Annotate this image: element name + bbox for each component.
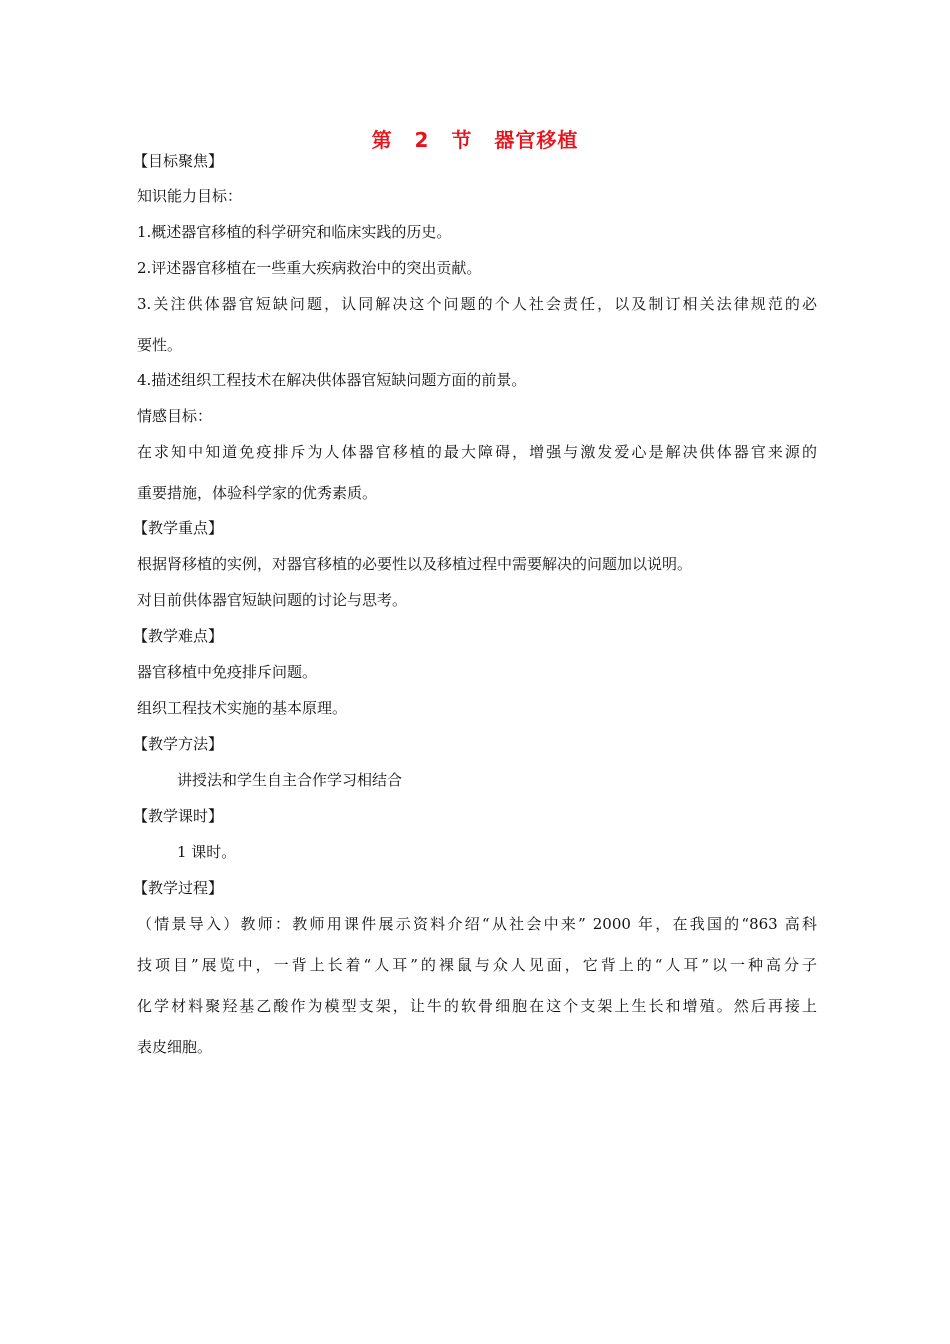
process-text-line-1: （情景导入）教师：教师用课件展示资料介绍“从社会中来” 2000 年，在我国的“863 高科 — [137, 915, 817, 933]
knowledge-heading: 知识能力目标： — [137, 187, 243, 205]
emotion-text-line-2: 重要措施，体验科学家的优秀素质。 — [137, 484, 378, 502]
hours-text: 1 课时。 — [177, 843, 237, 861]
difficulty-heading: 【教学难点】 — [133, 627, 224, 645]
emotion-heading: 情感目标： — [137, 407, 213, 425]
document-body — [133, 152, 817, 1056]
process-text-line-4: 表皮细胞。 — [137, 1038, 213, 1056]
goal-item-3-line-2: 要性。 — [137, 336, 183, 354]
difficulty-point-1: 器官移植中免疫排斥问题。 — [137, 663, 318, 681]
process-text-line-2: 技项目”展览中，一背上长着“人耳”的裸鼠与众人见面，它背上的“人耳”以一种高分子 — [137, 956, 817, 974]
method-text: 讲授法和学生自主合作学习相结合 — [177, 771, 403, 789]
page-title: 第 2 节 器官移植 — [371, 128, 579, 152]
emotion-text-line-1: 在求知中知道免疫排斥为人体器官移植的最大障碍，增强与激发爱心是解决供体器官来源的 — [137, 443, 817, 461]
process-text-line-3: 化学材料聚羟基乙酸作为模型支架，让牛的软骨细胞在这个支架上生长和增殖。然后再接上 — [137, 997, 817, 1015]
key-point-2: 对目前供体器官短缺问题的讨论与思考。 — [137, 591, 408, 609]
hours-heading: 【教学课时】 — [133, 807, 224, 825]
process-heading: 【教学过程】 — [133, 879, 224, 897]
difficulty-point-2: 组织工程技术实施的基本原理。 — [137, 699, 348, 717]
goal-item-4: 4.描述组织工程技术在解决供体器官短缺问题方面的前景。 — [137, 371, 527, 389]
goal-item-1: 1.概述器官移植的科学研究和临床实践的历史。 — [137, 223, 452, 241]
goal-item-3-line-1: 3.关注供体器官短缺问题，认同解决这个问题的个人社会责任，以及制订相关法律规范的必 — [137, 295, 817, 313]
key-point-1: 根据肾移植的实例，对器官移植的必要性以及移植过程中需要解决的问题加以说明。 — [137, 555, 693, 573]
key-points-heading: 【教学重点】 — [133, 519, 224, 537]
method-heading: 【教学方法】 — [133, 735, 224, 753]
goal-heading: 【目标聚焦】 — [133, 152, 224, 170]
goal-item-2: 2.评述器官移植在一些重大疾病救治中的突出贡献。 — [137, 259, 482, 277]
